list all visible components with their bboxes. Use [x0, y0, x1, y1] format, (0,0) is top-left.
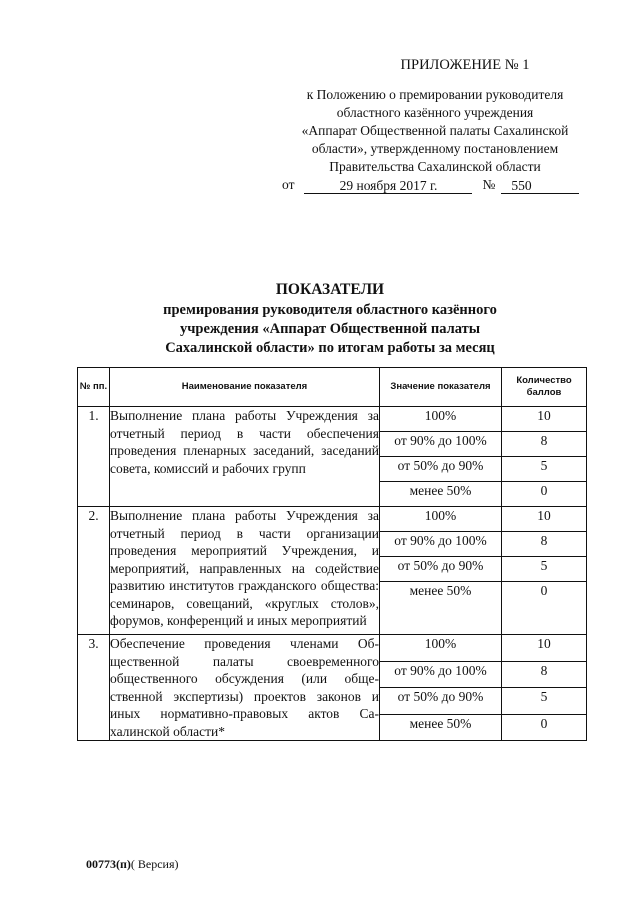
row-number: 1. — [78, 407, 110, 507]
table-header-row — [78, 368, 587, 407]
appendix-heading: ПРИЛОЖЕНИЕ № 1 — [400, 57, 530, 73]
indicator-value: 100% — [380, 507, 502, 532]
indicator-points: 10 — [502, 407, 587, 432]
indicator-value: от 90% до 100% — [380, 432, 502, 457]
indicator-value: от 90% до 100% — [380, 532, 502, 557]
row-number: 3. — [78, 635, 110, 741]
table-row — [78, 507, 587, 532]
number-label: № — [482, 177, 496, 192]
version-label: ( Версия) — [130, 857, 179, 871]
appendix-block — [270, 56, 600, 194]
row-number: 2. — [78, 507, 110, 635]
indicator-value: 100% — [380, 635, 502, 662]
indicator-name: Выполнение плана работы Учреждения за отчетный период в части обеспечения проведения пленарных заседаний, заседаний совета, комиссий и рабочих групп — [110, 407, 380, 507]
indicator-value: от 50% до 90% — [380, 557, 502, 582]
appendix-line: к Положению о премировании руководителя — [306, 87, 564, 102]
indicator-points: 8 — [502, 532, 587, 557]
indicator-points: 8 — [502, 432, 587, 457]
resolution-date-row — [282, 176, 600, 194]
indicator-points: 10 — [502, 507, 587, 532]
document-version — [86, 857, 179, 872]
indicator-points: 5 — [502, 688, 587, 715]
title-line: Сахалинской области» по итогам работы за месяц — [165, 340, 495, 356]
header-value: Значение показателя — [380, 368, 502, 407]
indicator-value: менее 50% — [380, 482, 502, 507]
title-line: учреждения «Аппарат Общественной палаты — [179, 321, 481, 337]
appendix-line: Правительства Сахалинской области — [329, 159, 541, 174]
header-no: № пп. — [78, 368, 110, 407]
indicator-points: 5 — [502, 557, 587, 582]
appendix-line: областного казённого учреждения — [336, 105, 534, 120]
indicator-value: менее 50% — [380, 582, 502, 635]
appendix-line: области», утвержденному постановлением — [311, 141, 559, 156]
indicator-name: Обеспечение проведения членами Общественной палаты своевременного общественного обсуждения (или общественной экспертизы) проектов законов и иных нормативно-правовых актов Сахалинской области* — [110, 636, 379, 739]
header-name: Наименование показателя — [110, 368, 380, 407]
document-code: 00773(п) — [86, 857, 131, 871]
indicator-points: 10 — [502, 635, 587, 662]
appendix-line: «Аппарат Общественной палаты Сахалинской — [301, 123, 569, 138]
indicator-value: от 50% до 90% — [380, 457, 502, 482]
resolution-number: 550 — [501, 178, 579, 194]
document-title — [80, 280, 580, 358]
resolution-date: 29 ноября 2017 г. — [304, 178, 472, 194]
indicator-value: от 90% до 100% — [380, 661, 502, 688]
indicator-value: от 50% до 90% — [380, 688, 502, 715]
indicator-value: 100% — [380, 407, 502, 432]
title-main: ПОКАЗАТЕЛИ — [275, 281, 385, 298]
indicator-points: 8 — [502, 661, 587, 688]
indicators-table — [77, 367, 587, 741]
table-row — [78, 407, 587, 432]
header-points: Количество баллов — [502, 368, 587, 407]
table-row — [78, 635, 587, 662]
indicator-points: 5 — [502, 457, 587, 482]
indicator-value: менее 50% — [380, 714, 502, 741]
indicator-points: 0 — [502, 482, 587, 507]
title-line: премирования руководителя областного казённого — [163, 302, 497, 318]
indicator-points: 0 — [502, 714, 587, 741]
indicator-name: Выполнение плана работы Учреждения за отчетный период в части организации проведения мероприятий Учреждения, и мероприятий, направленных на содействие развитию институтов гражданского общества: семинаров, совещаний, «круглых столов», форумов, конференций и иных мероприятий — [110, 507, 380, 635]
from-label: от — [282, 177, 295, 192]
indicator-points: 0 — [502, 582, 587, 635]
